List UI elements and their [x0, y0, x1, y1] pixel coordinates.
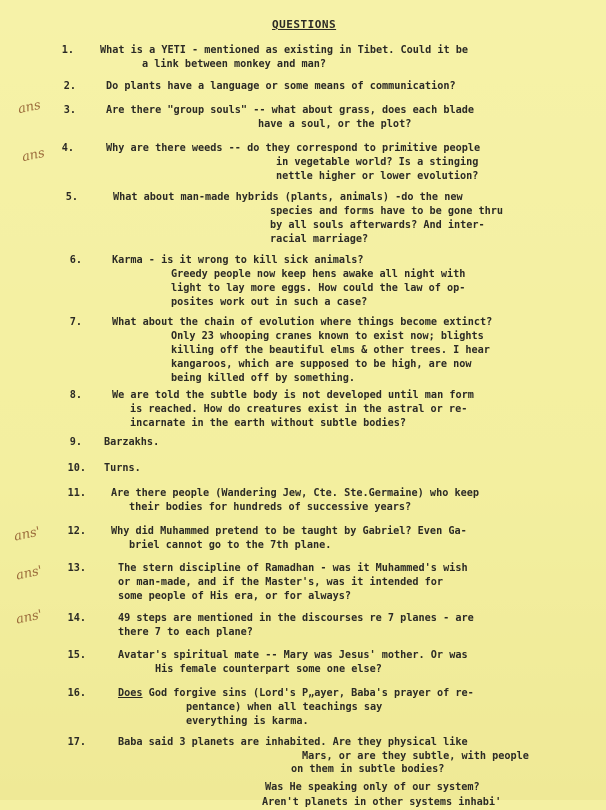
question-line: species and forms have to be gone thru	[270, 206, 504, 217]
question-line: Mars, or are they subtle, with people	[302, 751, 529, 762]
question-line: their bodies for hundreds of successive years?	[129, 502, 412, 513]
question-number: 9.	[69, 437, 82, 448]
question-number: 3.	[63, 105, 76, 116]
question-line: Are there people (Wandering Jew, Cte. Ste.Germaine) who keep	[111, 488, 480, 499]
question-line: What is a YETI - mentioned as existing in Tibet. Could it be	[100, 45, 469, 56]
question-line: in vegetable world? Is a stinging	[276, 157, 479, 168]
question-line: Why are there weeds -- do they correspond to primitive people	[106, 143, 481, 154]
question-line: Turns.	[104, 463, 141, 474]
question-line: light to lay more eggs. How could the law of op-	[171, 283, 466, 294]
question-number: 7.	[69, 317, 82, 328]
question-number: 6.	[69, 255, 82, 266]
question-line: killing off the beautiful elms & other trees. I hear	[171, 345, 490, 356]
question-line: on them in subtle bodies?	[291, 764, 445, 775]
question-line: Greedy people now keep hens awake all night with	[171, 269, 466, 280]
question-number: 11.	[67, 488, 86, 499]
question-number: 17.	[67, 737, 86, 748]
question-line: is reached. How do creatures exist in the astral or re-	[130, 404, 468, 415]
question-number: 8.	[69, 390, 82, 401]
question-line: The stern discipline of Ramadhan - was it Muhammed's wish	[118, 563, 468, 574]
question-line: everything is karma.	[186, 716, 309, 727]
question-line: nettle higher or lower evolution?	[276, 171, 479, 182]
question-number: 14.	[67, 613, 86, 624]
question-number: 5.	[65, 192, 78, 203]
question-number: 12.	[67, 526, 86, 537]
page-title: QUESTIONS	[272, 18, 337, 31]
handwritten-ans-mark: ans	[16, 97, 43, 118]
question-line: Aren't planets in other systems inhabi'	[262, 797, 502, 808]
question-line: Karma - is it wrong to kill sick animals?	[112, 255, 364, 266]
question-number: 13.	[67, 563, 86, 574]
question-number: 15.	[67, 650, 86, 661]
question-number: 10.	[67, 463, 86, 474]
question-line: by all souls afterwards? And inter-	[270, 220, 485, 231]
question-line: Was He speaking only of our system?	[265, 782, 480, 793]
question-line: racial marriage?	[270, 234, 369, 245]
question-number: 1.	[61, 45, 74, 56]
handwritten-ans-mark: ans	[20, 145, 47, 166]
question-line: posites work out in such a case?	[171, 297, 368, 308]
question-line: briel cannot go to the 7th plane.	[129, 540, 332, 551]
question-line: His female counterpart some one else?	[155, 664, 382, 675]
question-line: We are told the subtle body is not developed until man form	[112, 390, 474, 401]
handwritten-ans-mark: ans'	[14, 563, 44, 584]
question-line: Does God forgive sins (Lord's P„ayer, Baba's prayer of re-	[118, 688, 474, 699]
question-line: there 7 to each plane?	[118, 627, 253, 638]
question-line: Why did Muhammed pretend to be taught by Gabriel? Even Ga-	[111, 526, 467, 537]
handwritten-ans-mark: ans'	[12, 524, 42, 545]
question-line: Baba said 3 planets are inhabited. Are they physical like	[118, 737, 468, 748]
question-line: What about man-made hybrids (plants, animals) -do the new	[113, 192, 463, 203]
question-line: Avatar's spiritual mate -- Mary was Jesus' mother. Or was	[118, 650, 468, 661]
question-line: 49 steps are mentioned in the discourses re 7 planes - are	[118, 613, 474, 624]
question-line: incarnate in the earth without subtle bodies?	[130, 418, 407, 429]
question-line: Only 23 whooping cranes known to exist now; blights	[171, 331, 484, 342]
question-number: 16.	[67, 688, 86, 699]
question-line: What about the chain of evolution where things become extinct?	[112, 317, 493, 328]
question-line: Are there "group souls" -- what about grass, does each blade	[106, 105, 475, 116]
question-line: being killed off by something.	[171, 373, 356, 384]
question-number: 2.	[63, 81, 76, 92]
question-line: a link between monkey and man?	[142, 59, 327, 70]
handwritten-ans-mark: ans'	[14, 607, 44, 628]
question-line: kangaroos, which are supposed to be high, are now	[171, 359, 472, 370]
question-line: have a soul, or the plot?	[258, 119, 412, 130]
question-line: Barzakhs.	[104, 437, 160, 448]
question-line: pentance) when all teachings say	[186, 702, 383, 713]
question-line: or man-made, and if the Master's, was it intended for	[118, 577, 444, 588]
question-line: some people of His era, or for always?	[118, 591, 352, 602]
question-number: 4.	[61, 143, 74, 154]
question-line: Do plants have a language or some means of communication?	[106, 81, 456, 92]
